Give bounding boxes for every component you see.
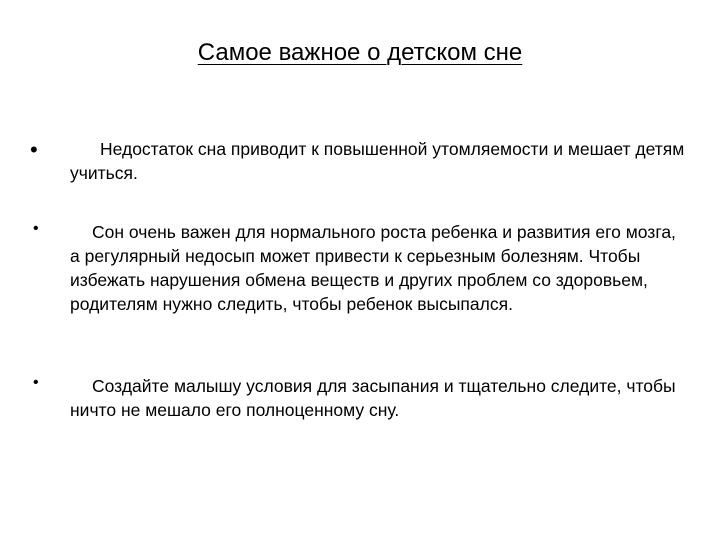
slide-title: Самое важное о детском сне <box>197 39 523 66</box>
bullet-text: Создайте малышу условия для засыпания и тщательно следите, чтобы ничто не мешало его полноценному сну. <box>70 376 676 420</box>
bullet-marker: • <box>30 137 38 162</box>
bullet-marker: • <box>33 220 39 237</box>
bullet-marker: • <box>33 374 39 391</box>
bullet-text: Недостаток сна приводит к повышенной утомляемости и мешает детям учиться. <box>70 139 685 183</box>
bullet-text: Сон очень важен для нормального роста ребенка и развития его мозга, а регулярный недосып может привести к серьезным болезням. Чтобы избежать нарушения обмена веществ и других проблем со здоровьем, родителям нужно следить, чтобы ребенок высыпался. <box>70 222 676 314</box>
